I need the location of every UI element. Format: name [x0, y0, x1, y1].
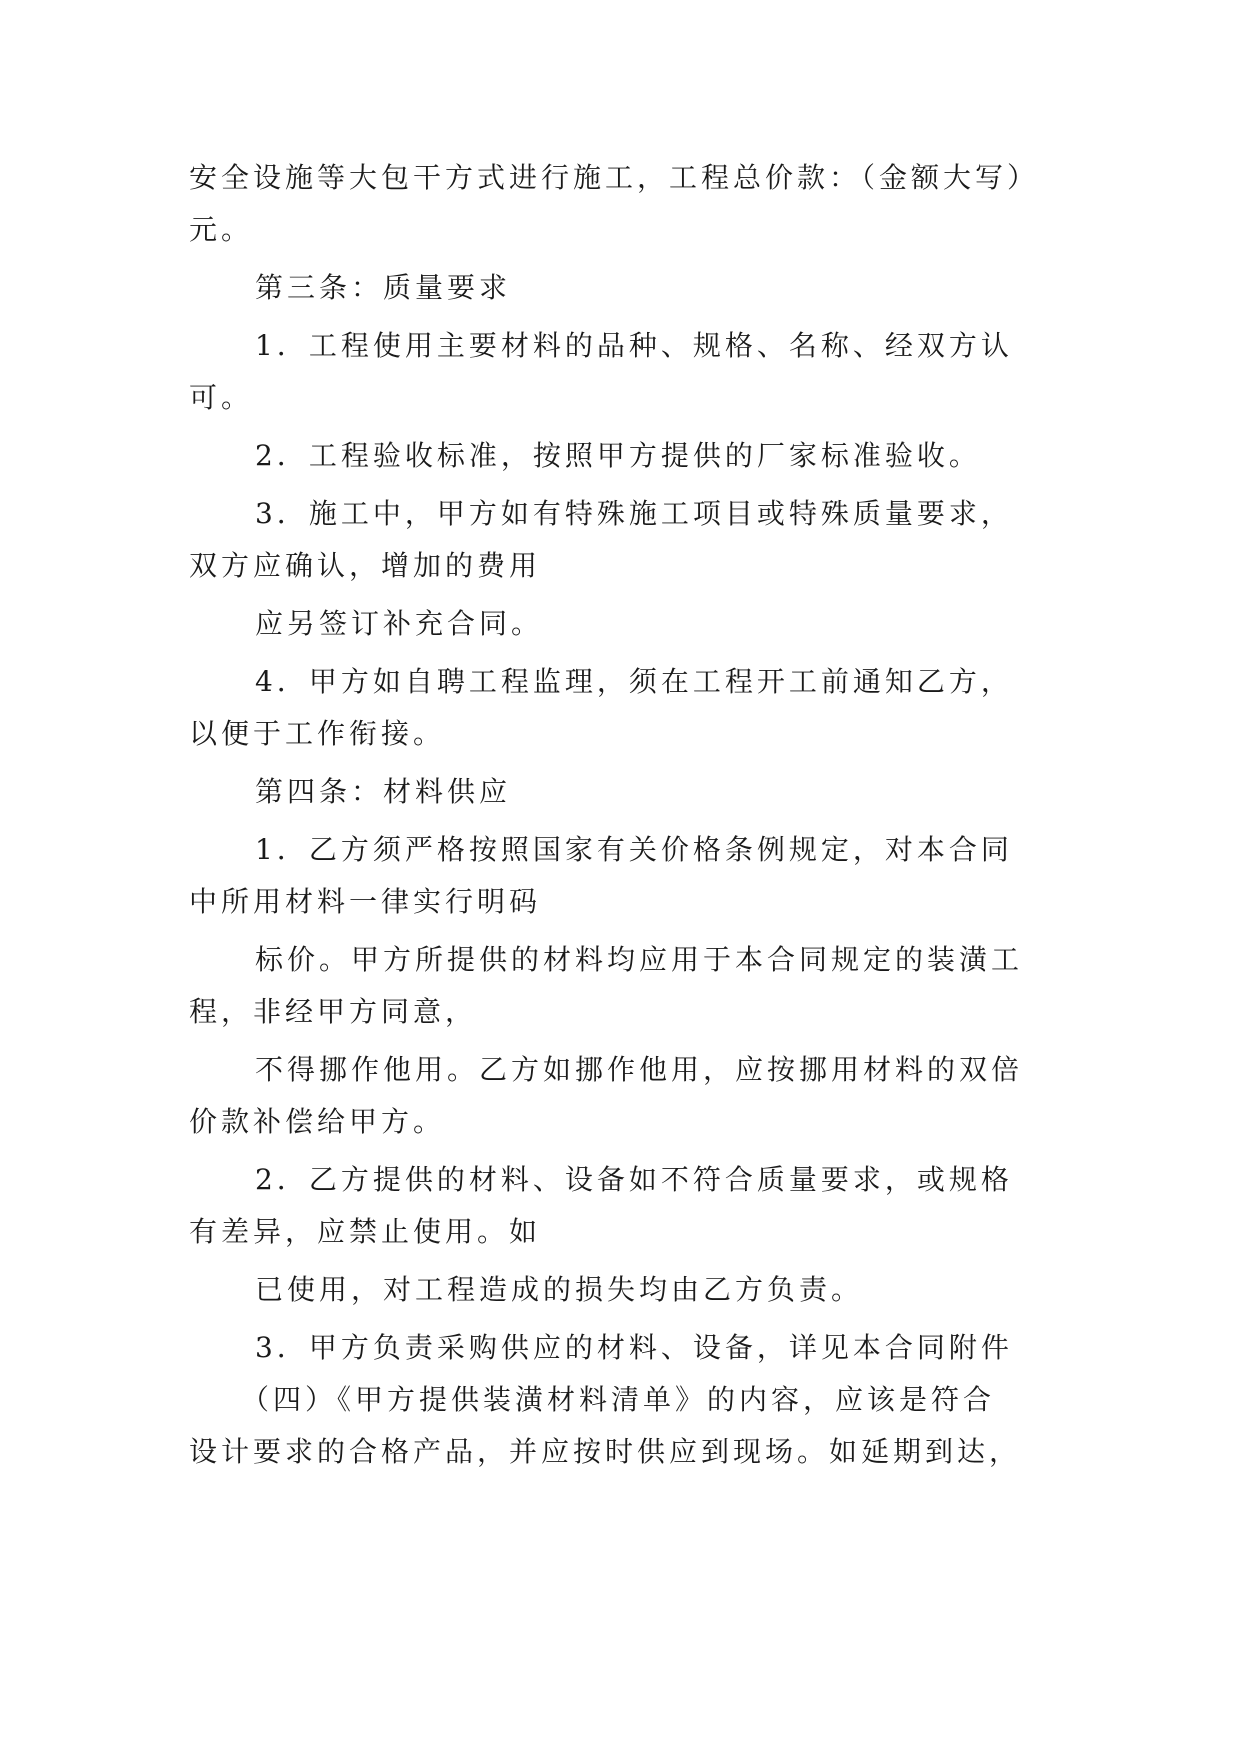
text-line: 以便于工作衔接。 — [189, 717, 446, 750]
text-line: 安全设施等大包干方式进行施工，工程总价款：（金额大写） — [189, 161, 1040, 194]
text-line: 3．施工中，甲方如有特殊施工项目或特殊质量要求， — [255, 497, 1013, 530]
text-line: 已使用，对工程造成的损失均由乙方负责。 — [255, 1273, 864, 1306]
text-line: 可。 — [189, 381, 254, 414]
text-line: 标价。甲方所提供的材料均应用于本合同规定的装潢工 — [255, 943, 1024, 976]
text-line: 2．工程验收标准，按照甲方提供的厂家标准验收。 — [255, 439, 981, 472]
text-line: 元。 — [189, 213, 254, 246]
text-line: 1．乙方须严格按照国家有关价格条例规定，对本合同 — [255, 833, 1013, 866]
text-line: 设计要求的合格产品，并应按时供应到现场。如延期到达， — [189, 1435, 1022, 1468]
text-line: 2．乙方提供的材料、设备如不符合质量要求，或规格 — [255, 1163, 1013, 1196]
section-heading: 第四条：材料供应 — [255, 775, 512, 808]
text-line: 1．工程使用主要材料的品种、规格、名称、经双方认 — [255, 329, 1013, 362]
text-line: 应另签订补充合同。 — [255, 607, 544, 640]
text-line: 有差异，应禁止使用。如 — [189, 1215, 542, 1248]
text-line: 4．甲方如自聘工程监理，须在工程开工前通知乙方， — [255, 665, 1013, 698]
text-line: 价款补偿给甲方。 — [189, 1105, 446, 1138]
section-heading: 第三条：质量要求 — [255, 271, 512, 304]
text-line: 3．甲方负责采购供应的材料、设备，详见本合同附件 — [255, 1331, 1013, 1364]
text-line: 中所用材料一律实行明码 — [189, 885, 542, 918]
text-line: 程，非经甲方同意， — [189, 995, 478, 1028]
text-line: 不得挪作他用。乙方如挪作他用，应按挪用材料的双倍 — [255, 1053, 1024, 1086]
text-line: （四）《甲方提供装潢材料清单》的内容，应该是符合 — [241, 1383, 996, 1416]
text-line: 双方应确认，增加的费用 — [189, 549, 542, 582]
